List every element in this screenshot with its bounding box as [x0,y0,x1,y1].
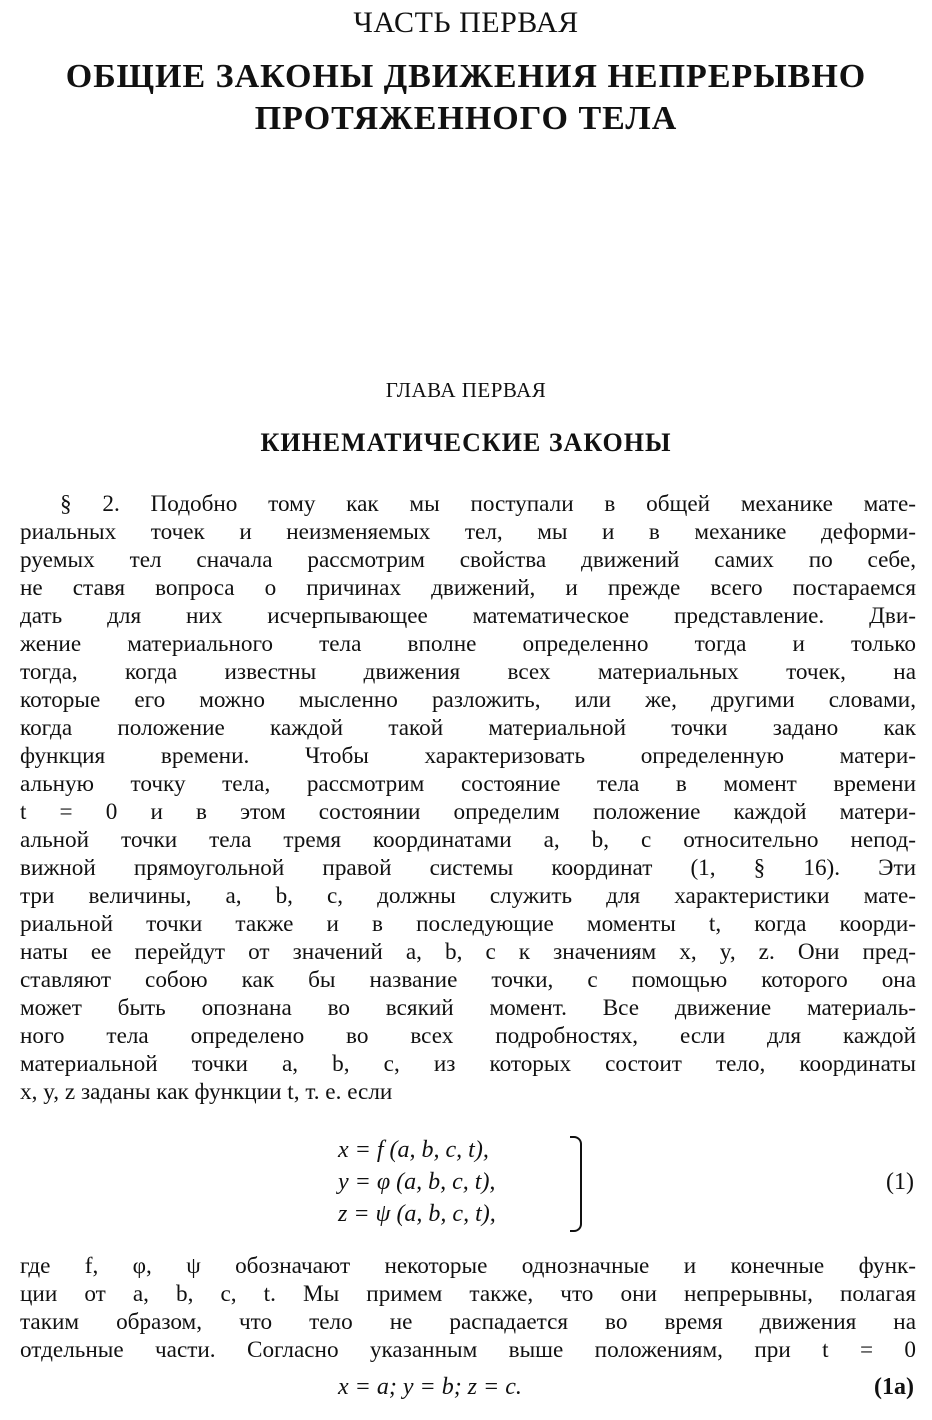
text-line: наты ее перейдут от значений a, b, c к значениям x, y, z. Они пред- [20,939,916,965]
part-title-line: ПРОТЯЖЕННОГО ТЕЛА [254,100,678,137]
part-title [0,56,932,140]
equation-line: x = f (a, b, c, t), [338,1137,489,1163]
equation-line: y = φ (a, b, c, t), [338,1169,496,1195]
text-line: которые его можно мысленно разложить, или же, другими словами, [20,687,916,713]
text-line: может быть опознана во всякий момент. Все движение материаль- [20,995,916,1021]
equation-expression: x = a; y = b; z = c. [338,1374,522,1400]
text-line: жение материального тела вполне определенно тогда и только [20,631,916,657]
text-line: материальной точки a, b, c, из которых состоит тело, координаты [20,1051,916,1077]
text-line: ставляют собою как бы название точки, с помощью которого она [20,967,916,993]
equation-1a [0,1370,932,1404]
text-line: § 2. Подобно тому как мы поступали в общей механике мате- [60,491,916,517]
equation-1 [0,1134,932,1230]
text-line: не ставя вопроса о причинах движений, и прежде всего постараемся [20,575,916,601]
equation-number: (1a) [874,1374,914,1400]
text-line: три величины, a, b, c, должны служить для характеристики мате- [20,883,916,909]
text-line: руемых тел сначала рассмотрим свойства движений самих по себе, [20,547,916,573]
text-line: ного тела определено во всех подробностях, если для каждой [20,1023,916,1049]
chapter-title: КИНЕМАТИЧЕСКИЕ ЗАКОНЫ [260,428,672,457]
part-title-line: ОБЩИЕ ЗАКОНЫ ДВИЖЕНИЯ НЕПРЕРЫВНО [65,58,867,95]
text-line: где f, φ, ψ обозначают некоторые однозначные и конечные функ- [20,1253,916,1279]
text-line: функция времени. Чтобы характеризовать определенную матери- [20,743,916,769]
text-line: t = 0 и в этом состоянии определим положение каждой матери- [20,799,916,825]
text-line: вижной прямоугольной правой системы координат (1, § 16). Эти [20,855,916,881]
text-line: риальной точки также и в последующие моменты t, когда коорди- [20,911,916,937]
text-line: альной точки тела тремя координатами a, b, c относительно непод- [20,827,916,853]
part-label: ЧАСТЬ ПЕРВАЯ [353,6,579,39]
paragraph-1 [20,490,916,1106]
text-line: альную точку тела, рассмотрим состояние тела в момент времени [20,771,916,797]
text-line: когда положение каждой такой материальной точки задано как [20,715,916,741]
text-line: отдельные части. Согласно указанным выше положениям, при t = 0 [20,1337,916,1363]
chapter-label: ГЛАВА ПЕРВАЯ [385,378,547,402]
equation-line: z = ψ (a, b, c, t), [338,1201,496,1227]
text-line: ции от a, b, c, t. Мы примем также, что они непрерывны, полагая [20,1281,916,1307]
text-line: тогда, когда известны движения всех материальных точек, на [20,659,916,685]
text-line: x, y, z заданы как функции t, т. е. если [20,1079,393,1105]
equation-number: (1) [886,1169,914,1195]
paragraph-2 [20,1252,916,1364]
text-line: таким образом, что тело не распадается во время движения на [20,1309,916,1335]
equation-brace [570,1136,582,1232]
text-line: дать для них исчерпывающее математическое представление. Дви- [20,603,916,629]
text-line: риальных точек и неизменяемых тел, мы и в механике деформи- [20,519,916,545]
